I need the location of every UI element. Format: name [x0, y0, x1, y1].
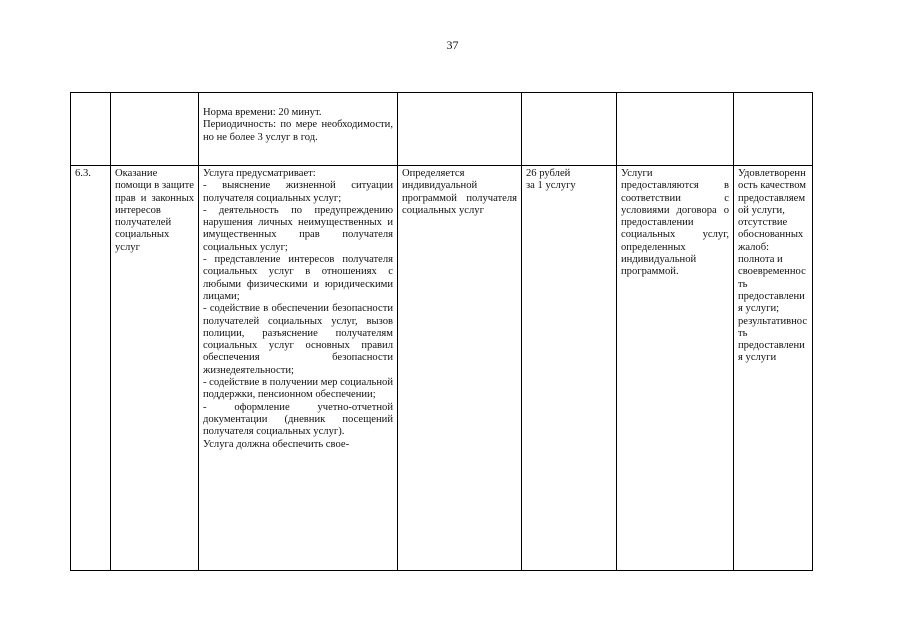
service-price-cell	[522, 93, 617, 166]
page-number: 37	[446, 38, 459, 52]
service-conditions-cell: Услуги предоставляются в соответствии с условиями договора о предоставлении социальных услуг, определенных индивидуальной программой.	[617, 166, 734, 571]
row-number-cell	[71, 93, 111, 166]
service-name-cell: Оказание помощи в защите прав и законных интересов получателей социальных услуг	[111, 166, 199, 571]
row-number-cell: 6.3.	[71, 166, 111, 571]
services-table	[70, 92, 813, 571]
table-row	[71, 93, 813, 166]
service-criteria-cell	[734, 93, 813, 166]
service-price-cell: 26 рублей за 1 услугу	[522, 166, 617, 571]
service-volume-cell: Определяется индивидуальной программой получателя социальных услуг	[398, 166, 522, 571]
service-criteria-cell: Удовлетворенность качеством предоставляемой услуги, отсутствие обоснованных жалоб: полнота и своевременность предоставления услуги; результативность предоставления услуги	[734, 166, 813, 571]
service-name-cell	[111, 93, 199, 166]
service-description-cell: Норма времени: 20 минут. Периодичность: по мере необходимости, но не более 3 услуг в год.	[199, 93, 398, 166]
table-row	[71, 166, 813, 571]
service-description-cell: Услуга предусматривает: - выяснение жизненной ситуации получателя социальных услуг; - деятельность по предупреждению нарушения личных неимущественных и имущественных прав получателя социальных услуг; - представление интересов получателя социальных услуг в отношениях с любыми физическими и юридическими лицами; - содействие в обеспечении безопасности получателей социальных услуг, вызов полиции, разъяснение получателям социальных услуг основных правил обеспечения безопасности жизнедеятельности; - содействие в получении мер социальной поддержки, пенсионном обеспечении; - оформление учетно-отчетной документации (дневник посещений получателя социальных услуг). Услуга должна обеспечить свое-	[199, 166, 398, 571]
service-conditions-cell	[617, 93, 734, 166]
service-volume-cell	[398, 93, 522, 166]
